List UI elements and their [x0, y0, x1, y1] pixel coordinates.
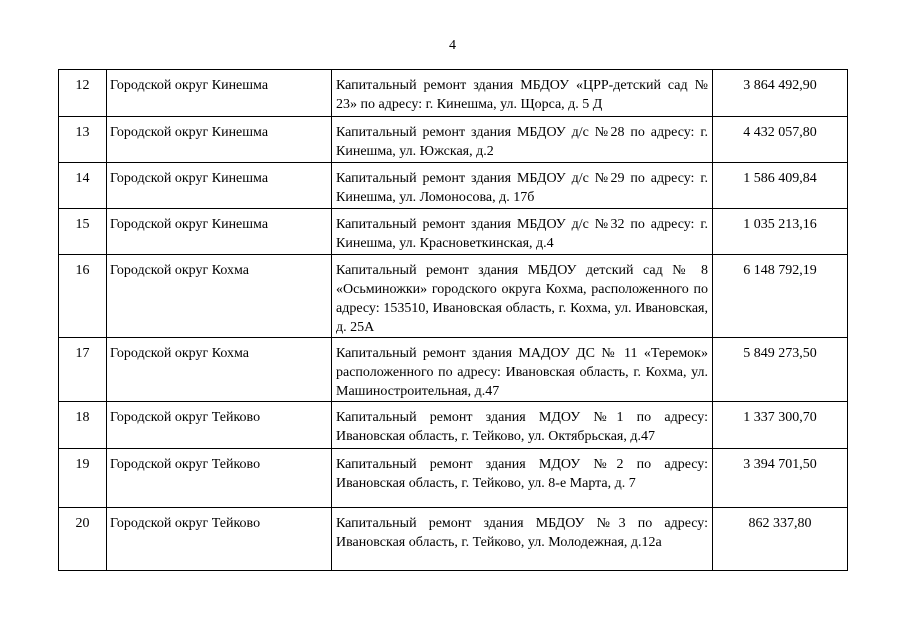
- table-row: [59, 255, 848, 338]
- municipality-cell: Городской округ Тейково: [107, 508, 332, 571]
- description-cell: Капитальный ремонт здания МБДОУ детский сад № 8 «Осьминожки» городского округа Кохма, расположенного по адресу: 153510, Ивановская область, г. Кохма, ул. Ивановская, д. 25А: [332, 255, 713, 338]
- description-cell: Капитальный ремонт здания МБДОУ №3 по адресу: Ивановская область, г. Тейково, ул. Молодежная, д.12а: [332, 508, 713, 571]
- description-cell: Капитальный ремонт здания МДОУ №2 по адресу: Ивановская область, г. Тейково, ул. 8-е Марта, д. 7: [332, 449, 713, 508]
- row-number: 18: [59, 402, 107, 449]
- amount-cell: 862 337,80: [713, 508, 848, 571]
- table-row: [59, 402, 848, 449]
- row-number: 12: [59, 70, 107, 117]
- amount-cell: 3 864 492,90: [713, 70, 848, 117]
- table-row: [59, 163, 848, 209]
- description-cell: Капитальный ремонт здания МДОУ №1 по адресу: Ивановская область, г. Тейково, ул. Октябрьская, д.47: [332, 402, 713, 449]
- table-row: [59, 338, 848, 402]
- description-cell: Капитальный ремонт здания МБДОУ д/с №29 по адресу: г. Кинешма, ул. Ломоносова, д. 17б: [332, 163, 713, 209]
- amount-cell: 6 148 792,19: [713, 255, 848, 338]
- amount-cell: 4 432 057,80: [713, 117, 848, 163]
- row-number: 20: [59, 508, 107, 571]
- row-number: 19: [59, 449, 107, 508]
- page-number: 4: [449, 38, 456, 53]
- row-number: 16: [59, 255, 107, 338]
- row-number: 14: [59, 163, 107, 209]
- table-row: [59, 70, 848, 117]
- municipality-cell: Городской округ Кинешма: [107, 209, 332, 255]
- description-cell: Капитальный ремонт здания МБДОУ д/с №28 по адресу: г. Кинешма, ул. Южская, д.2: [332, 117, 713, 163]
- municipality-cell: Городской округ Тейково: [107, 402, 332, 449]
- funding-table: [58, 69, 848, 571]
- amount-cell: 5 849 273,50: [713, 338, 848, 402]
- table-row: [59, 508, 848, 571]
- amount-cell: 1 586 409,84: [713, 163, 848, 209]
- municipality-cell: Городской округ Кинешма: [107, 70, 332, 117]
- table-row: [59, 117, 848, 163]
- table-row: [59, 449, 848, 508]
- municipality-cell: Городской округ Кинешма: [107, 117, 332, 163]
- amount-cell: 1 035 213,16: [713, 209, 848, 255]
- description-cell: Капитальный ремонт здания МАДОУ ДС № 11 «Теремок» расположенного по адресу: Ивановская область, г. Кохма, ул. Машиностроительная, д.47: [332, 338, 713, 402]
- amount-cell: 1 337 300,70: [713, 402, 848, 449]
- municipality-cell: Городской округ Кохма: [107, 255, 332, 338]
- municipality-cell: Городской округ Тейково: [107, 449, 332, 508]
- row-number: 15: [59, 209, 107, 255]
- description-cell: Капитальный ремонт здания МБДОУ «ЦРР-детский сад № 23» по адресу: г. Кинешма, ул. Щорса, д. 5 Д: [332, 70, 713, 117]
- municipality-cell: Городской округ Кинешма: [107, 163, 332, 209]
- table-row: [59, 209, 848, 255]
- municipality-cell: Городской округ Кохма: [107, 338, 332, 402]
- amount-cell: 3 394 701,50: [713, 449, 848, 508]
- row-number: 17: [59, 338, 107, 402]
- description-cell: Капитальный ремонт здания МБДОУ д/с №32 по адресу: г. Кинешма, ул. Красноветкинская, д.4: [332, 209, 713, 255]
- row-number: 13: [59, 117, 107, 163]
